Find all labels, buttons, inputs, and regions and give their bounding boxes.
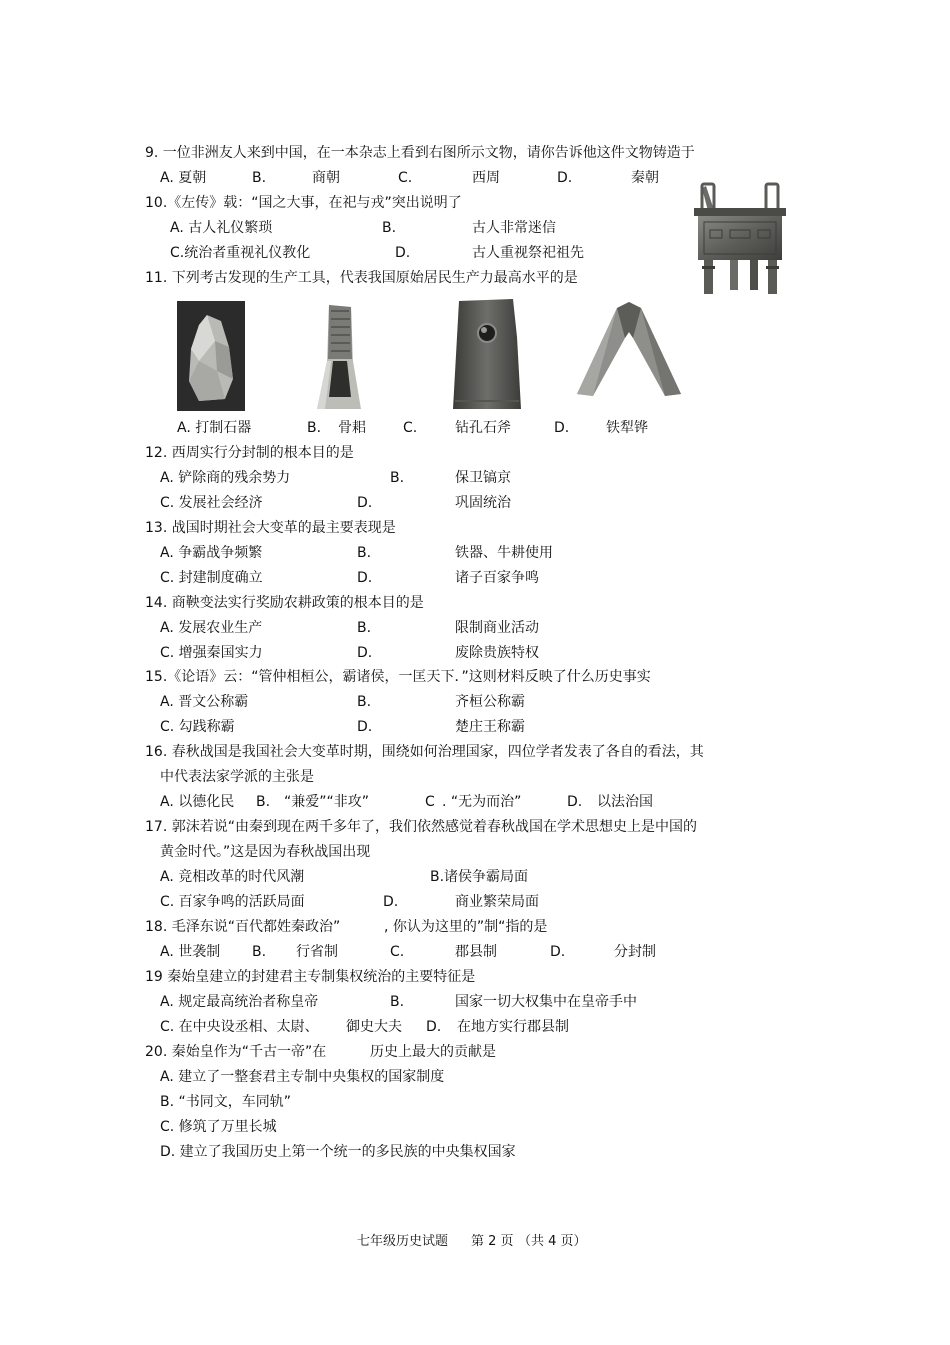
q11-option-b: 骨耜 — [338, 420, 366, 436]
q19-option-d: 在地方实行郡县制 — [457, 1019, 569, 1035]
q20-option-b: B. “书同文，车同轨” — [160, 1094, 292, 1110]
q13-option-b: 铁器、牛耕使用 — [455, 545, 553, 561]
q9-option-b: 商朝 — [312, 170, 340, 186]
q19-option-c-tail: 御史大夫 — [346, 1019, 402, 1035]
q19-option-d-letter: D. — [426, 1019, 442, 1035]
q19-option-a: A. 规定最高统治者称皇帝 — [160, 994, 319, 1010]
q19-option-b-letter: B. — [390, 994, 405, 1010]
q19-option-c: C. 在中央设丞相、太尉、 — [160, 1019, 319, 1035]
q16-option-b: “兼爱”“非攻” — [284, 794, 370, 810]
q13-option-d: 诸子百家争鸣 — [455, 570, 539, 586]
q14-option-b-letter: B. — [357, 620, 372, 636]
q20-stem: 20. 秦始皇作为“千古一帝”在 — [145, 1044, 327, 1060]
q11-option-d: 铁犁铧 — [606, 420, 648, 436]
q15-option-d-letter: D. — [357, 719, 373, 735]
q14-option-d: 废除贵族特权 — [455, 645, 539, 661]
q16-option-b-letter: B. — [256, 794, 271, 810]
q14-option-c: C. 增强秦国实力 — [160, 645, 263, 661]
q9-option-d-letter: D. — [557, 170, 573, 186]
q14-option-a: A. 发展农业生产 — [160, 620, 263, 636]
q17-option-d-letter: D. — [383, 894, 399, 910]
q13-option-b-letter: B. — [357, 545, 372, 561]
q12-option-d: 巩固统治 — [455, 495, 511, 511]
q12-option-b: 保卫镐京 — [455, 470, 511, 486]
q11-option-a: A. 打制石器 — [177, 420, 252, 436]
q17-stem-cont: 黄金时代。”这是因为春秋战国出现 — [160, 844, 371, 860]
q20-option-a: A. 建立了一整套君主专制中央集权的国家制度 — [160, 1069, 445, 1085]
q17-option-b: B.诸侯争霸局面 — [430, 869, 529, 885]
q20-option-c: C. 修筑了万里长城 — [160, 1119, 277, 1135]
footer-page-total: （共 4 页） — [518, 1234, 587, 1249]
q12-option-b-letter: B. — [390, 470, 405, 486]
q14-option-d-letter: D. — [357, 645, 373, 661]
q11-option-c: 钻孔石斧 — [455, 420, 511, 436]
q18-option-c-letter: C. — [390, 944, 405, 960]
q16-option-a: A. 以德化民 — [160, 794, 235, 810]
q11-option-d-letter: D. — [554, 420, 570, 436]
q20-option-d: D. 建立了我国历史上第一个统一的多民族的中央集权国家 — [160, 1144, 516, 1160]
q9-option-c: 西周 — [472, 170, 500, 186]
q15-option-c: C. 勾践称霸 — [160, 719, 235, 735]
q13-stem: 13. 战国时期社会大变革的最主要表现是 — [145, 520, 396, 536]
q17-option-d: 商业繁荣局面 — [455, 894, 539, 910]
q10-option-c: C.统治者重视礼仪教化 — [170, 245, 311, 261]
q18-option-b: 行省制 — [296, 944, 338, 960]
q11-stem: 11. 下列考古发现的生产工具，代表我国原始居民生产力最高水平的是 — [145, 270, 578, 286]
q10-option-d-letter: D. — [395, 245, 411, 261]
q10-option-b: 古人非常迷信 — [472, 220, 556, 236]
q9-option-c-letter: C. — [398, 170, 413, 186]
drilled-stone-axe-image — [451, 297, 523, 413]
q16-option-d-letter: D. — [567, 794, 583, 810]
q12-option-a: A. 铲除商的残余势力 — [160, 470, 291, 486]
q10-option-b-letter: B. — [382, 220, 397, 236]
q12-option-d-letter: D. — [357, 495, 373, 511]
q15-option-b: 齐桓公称霸 — [455, 694, 525, 710]
q16-stem: 16. 春秋战国是我国社会大变革时期，围绕如何治理国家，四位学者发表了各自的看法，其 — [145, 744, 704, 760]
q11-option-c-letter: C. — [403, 420, 418, 436]
q10-option-a: A. 古人礼仪繁琐 — [170, 220, 273, 236]
chipped-stone-tool-image — [177, 301, 245, 411]
q11-option-b-letter: B. — [307, 420, 322, 436]
q18-stem-tail: , 你认为这里的”制“指的是 — [384, 919, 548, 935]
q19-stem: 19 秦始皇建立的封建君主专制集权统治的主要特征是 — [145, 969, 476, 985]
q13-option-c: C. 封建制度确立 — [160, 570, 263, 586]
footer-page-number: 第 2 页 — [471, 1234, 514, 1249]
q9-option-b-letter: B. — [252, 170, 267, 186]
bronze-ding-image — [690, 180, 790, 298]
q9-option-a: A. 夏朝 — [160, 170, 207, 186]
q10-option-d: 古人重视祭祀祖先 — [472, 245, 584, 261]
q13-option-d-letter: D. — [357, 570, 373, 586]
q14-stem: 14. 商鞅变法实行奖励农耕政策的根本目的是 — [145, 595, 424, 611]
q9-stem: 9. 一位非洲友人来到中国，在一本杂志上看到右图所示文物，请你告诉他这件文物铸造于 — [145, 145, 695, 161]
q17-option-a: A. 竞相改革的时代风潮 — [160, 869, 305, 885]
q19-option-b: 国家一切大权集中在皇帝手中 — [455, 994, 637, 1010]
q17-stem: 17. 郭沫若说“由秦到现在两千多年了，我们依然感觉着春秋战国在学术思想史上是中国的 — [145, 819, 697, 835]
q18-option-c: 郡县制 — [455, 944, 497, 960]
q18-option-d: 分封制 — [614, 944, 656, 960]
q18-option-b-letter: B. — [252, 944, 267, 960]
q18-option-d-letter: D. — [550, 944, 566, 960]
q15-option-d: 楚庄王称霸 — [455, 719, 525, 735]
q16-option-d: 以法治国 — [597, 794, 653, 810]
q16-stem-cont: 中代表法家学派的主张是 — [160, 769, 314, 785]
q16-option-c: . “无为而治” — [442, 794, 522, 810]
q15-option-b-letter: B. — [357, 694, 372, 710]
q14-option-b: 限制商业活动 — [455, 620, 539, 636]
iron-plowshare-image — [577, 298, 681, 398]
q15-option-a: A. 晋文公称霸 — [160, 694, 249, 710]
q15-stem: 15.《论语》云：“管仲相桓公，霸诸侯，一匡天下．”这则材料反映了什么历史事实 — [145, 669, 651, 685]
bone-spade-image — [311, 301, 367, 411]
q9-option-d: 秦朝 — [631, 170, 659, 186]
q12-option-c: C. 发展社会经济 — [160, 495, 263, 511]
q18-stem: 18. 毛泽东说“百代都姓秦政治” — [145, 919, 341, 935]
q16-option-c-letter: C — [425, 794, 435, 810]
q12-stem: 12. 西周实行分封制的根本目的是 — [145, 445, 354, 461]
q20-stem-tail: 历史上最大的贡献是 — [370, 1044, 496, 1060]
q18-option-a: A. 世袭制 — [160, 944, 221, 960]
footer-title: 七年级历史试题 — [357, 1234, 449, 1249]
q10-stem: 10.《左传》载：“国之大事，在祀与戎”突出说明了 — [145, 195, 462, 211]
q17-option-c: C. 百家争鸣的活跃局面 — [160, 894, 305, 910]
q13-option-a: A. 争霸战争频繁 — [160, 545, 263, 561]
